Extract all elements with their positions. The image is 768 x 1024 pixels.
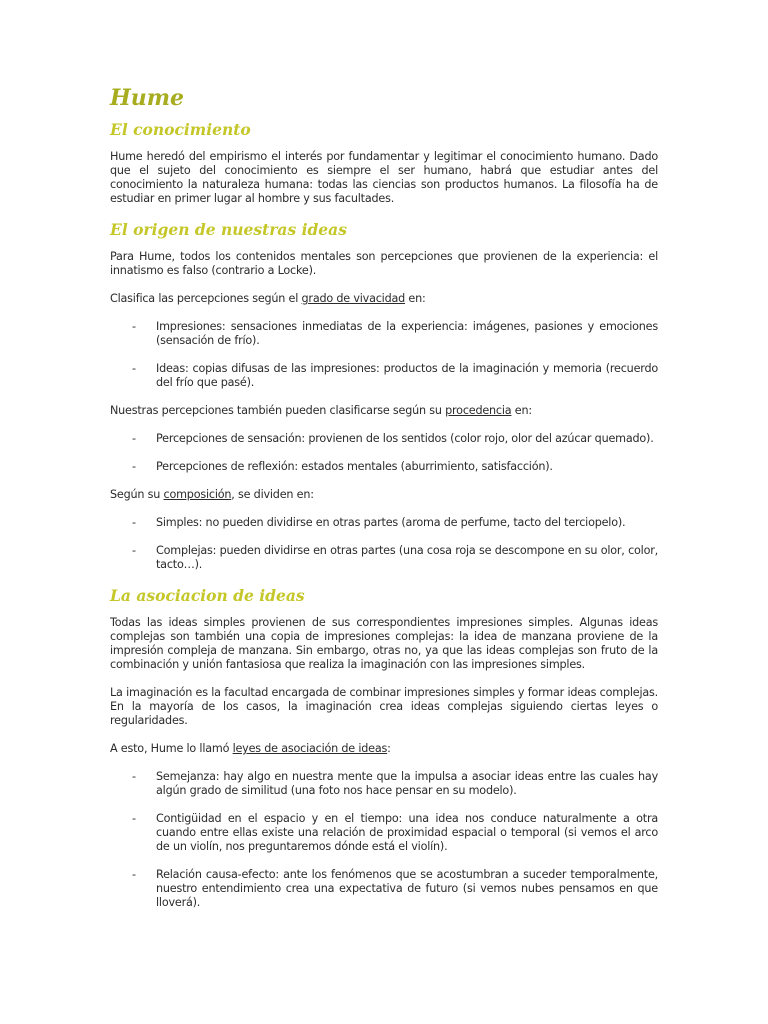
list-item: [110, 516, 658, 530]
paragraph-origen-4: [110, 488, 658, 502]
underlined-term: composición: [163, 488, 232, 501]
document-title: Hume: [110, 85, 185, 111]
text-run: Clasifica las percepciones según el: [110, 292, 302, 305]
dash-bullet: -: [132, 868, 136, 881]
list-item-text: Contigüidad en el espacio y en el tiempo: una idea nos conduce naturalmente a otra cuando entre ellas existe una relación de proximidad espacial o temporal (si vemos el arco de un violín, nos preguntaremos dónde está el violín).: [156, 812, 658, 853]
list-composicion: [110, 516, 658, 572]
paragraph-origen-3: [110, 404, 658, 418]
list-item: [110, 320, 658, 348]
list-item-text: Percepciones de reflexión: estados mentales (aburrimiento, satisfacción).: [156, 460, 553, 473]
text-run: en:: [511, 404, 532, 417]
heading-asociacion: La asociacion de ideas: [110, 586, 305, 605]
list-item-text: Semejanza: hay algo en nuestra mente que la impulsa a asociar ideas entre las cuales hay algún grado de similitud (una foto nos hace pensar en su modelo).: [156, 770, 658, 797]
list-procedencia: [110, 432, 658, 474]
paragraph-asociacion-1: Todas las ideas simples provienen de sus correspondientes impresiones simples. Algunas ideas complejas son también una copia de impresiones complejas: la idea de manzana proviene de la impresión compleja de manzana. Sin embargo, otras no, ya que las ideas complejas son fruto de la combinación y unión fantasiosa que realiza la imaginación con las impresiones simples.: [110, 616, 658, 671]
heading-conocimiento: El conocimiento: [110, 120, 251, 139]
underlined-term: procedencia: [445, 404, 512, 417]
text-run: , se dividen en:: [231, 488, 314, 501]
list-item: [110, 432, 658, 446]
list-item-text: Percepciones de sensación: provienen de los sentidos (color rojo, olor del azúcar quemado).: [156, 432, 654, 445]
list-vivacidad: [110, 320, 658, 390]
list-item: [110, 812, 658, 854]
dash-bullet: -: [132, 812, 136, 825]
paragraph-conocimiento: Hume heredó del empirismo el interés por fundamentar y legitimar el conocimiento humano. Dado que el sujeto del conocimiento es siempre el ser humano, habrá que estudiar antes del conocimiento la naturaleza humana: todas las ciencias son productos humanos. La filosofía ha de estudiar en primer lugar al hombre y sus facultades.: [110, 150, 658, 205]
dash-bullet: -: [132, 516, 136, 529]
dash-bullet: -: [132, 770, 136, 783]
dash-bullet: -: [132, 544, 136, 557]
document-page: [110, 84, 658, 924]
list-item-text: Complejas: pueden dividirse en otras partes (una cosa roja se descompone en su olor, color, tacto…).: [156, 544, 658, 571]
text-run: :: [387, 742, 391, 755]
text-run: Según su: [110, 488, 164, 501]
dash-bullet: -: [132, 460, 136, 473]
text-run: en:: [405, 292, 426, 305]
list-item: [110, 460, 658, 474]
list-item-text: Impresiones: sensaciones inmediatas de la experiencia: imágenes, pasiones y emociones (sensación de frío).: [156, 320, 658, 347]
dash-bullet: -: [132, 362, 136, 375]
dash-bullet: -: [132, 320, 136, 333]
text-run: Nuestras percepciones también pueden clasificarse según su: [110, 404, 446, 417]
dash-bullet: -: [132, 432, 136, 445]
underlined-term: leyes de asociación de ideas: [232, 742, 388, 755]
list-item: [110, 362, 658, 390]
paragraph-origen-1: Para Hume, todos los contenidos mentales son percepciones que provienen de la experiencia: el innatismo es falso (contrario a Locke).: [110, 250, 658, 277]
paragraph-origen-2: [110, 292, 658, 306]
list-item-text: Relación causa-efecto: ante los fenómenos que se acostumbran a suceder temporalmente, nuestro entendimiento crea una expectativa de futuro (si vemos nubes pensamos en que lloverá).: [156, 868, 658, 909]
list-item: [110, 868, 658, 910]
list-item: [110, 544, 658, 572]
text-run: A esto, Hume lo llamó: [110, 742, 233, 755]
paragraph-asociacion-3: [110, 742, 658, 756]
list-leyes-asociacion: [110, 770, 658, 910]
heading-origen: El origen de nuestras ideas: [110, 220, 347, 239]
list-item-text: Ideas: copias difusas de las impresiones: productos de la imaginación y memoria (recuerdo del frío que pasé).: [156, 362, 658, 389]
underlined-term: grado de vivacidad: [301, 292, 406, 305]
list-item-text: Simples: no pueden dividirse en otras partes (aroma de perfume, tacto del terciopelo).: [156, 516, 626, 529]
list-item: [110, 770, 658, 798]
paragraph-asociacion-2: La imaginación es la facultad encargada de combinar impresiones simples y formar ideas complejas. En la mayoría de los casos, la imaginación crea ideas complejas siguiendo ciertas leyes o regularidades.: [110, 686, 658, 727]
